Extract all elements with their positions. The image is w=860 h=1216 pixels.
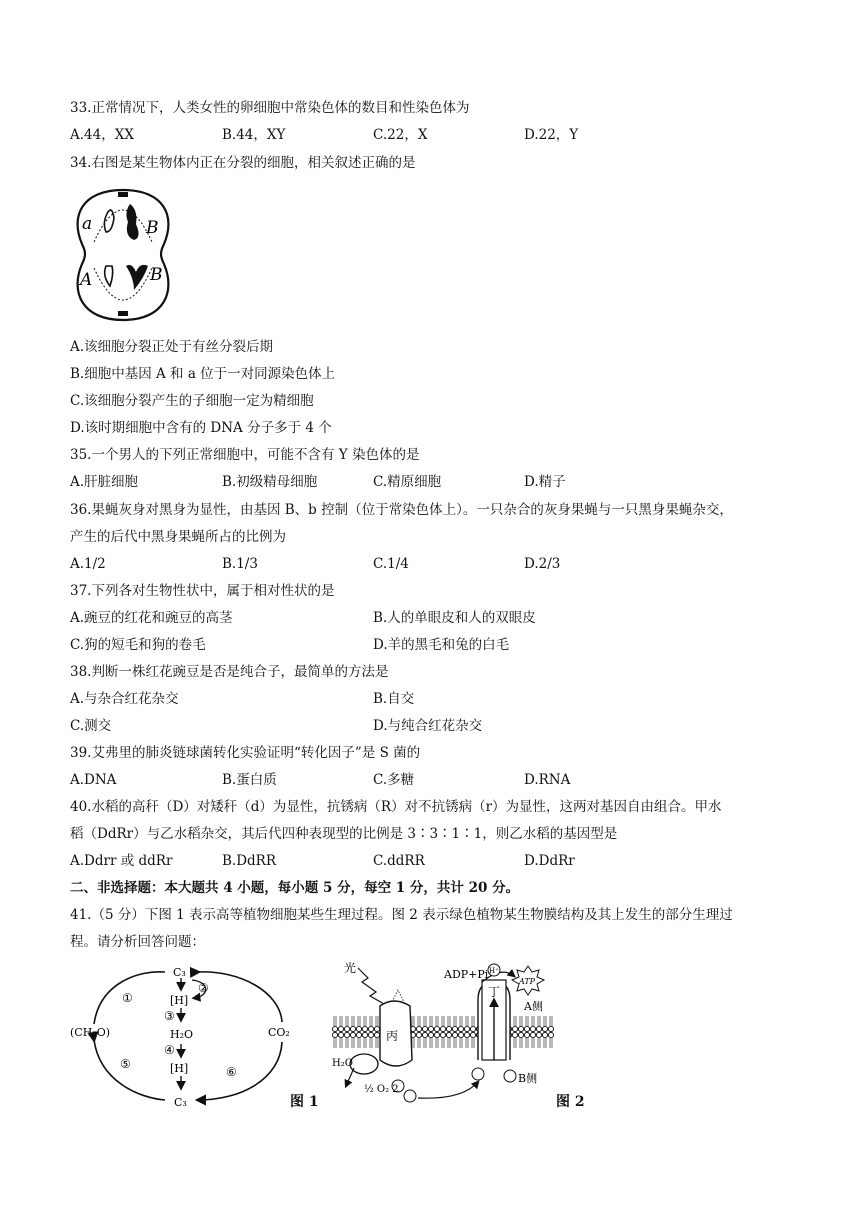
q34-option-a: A.该细胞分裂正处于有丝分裂后期 xyxy=(70,339,274,355)
figure-2-caption: 图 2 xyxy=(556,1094,585,1110)
fig1-co2: CO₂ xyxy=(268,1026,290,1039)
q38-stem: 38.判断一株红花豌豆是否是纯合子，最简单的方法是 xyxy=(70,664,389,680)
fig1-h-top: [H] xyxy=(170,994,189,1007)
fig2-side-b: B侧 xyxy=(518,1072,538,1085)
fig2-ding: 丁 xyxy=(488,985,501,999)
q33-option-b: B.44，XY xyxy=(222,127,286,143)
q34-option-b: B.细胞中基因 A 和 a 位于一对同源染色体上 xyxy=(70,366,336,382)
q33-stem: 33.正常情况下，人类女性的卵细胞中常染色体的数目和性染色体为 xyxy=(70,100,470,116)
fig2-bing: 丙 xyxy=(386,1029,399,1043)
fig1-n3: ③ xyxy=(164,1009,175,1023)
fig2-o2: ½ O₂ 2 xyxy=(364,1084,399,1095)
q35-option-c: C.精原细胞 xyxy=(373,474,442,490)
q33-option-d: D.22，Y xyxy=(524,127,579,143)
fig2-adp: ADP+Pi xyxy=(444,968,489,981)
q37-option-a: A.豌豆的红花和豌豆的高茎 xyxy=(70,610,233,626)
q36-option-c: C.1/4 xyxy=(373,556,409,572)
q37-stem: 37.下列各对生物性状中，属于相对性状的是 xyxy=(70,583,335,599)
fig1-n1: ① xyxy=(122,991,133,1005)
figure-1-diagram xyxy=(70,962,325,1112)
q40-stem-line2: 稻（DdRr）与乙水稻杂交，其后代四种表现型的比例是 3∶3∶1∶1，则乙水稻的基因型是 xyxy=(70,826,618,842)
q39-option-c: C.多糖 xyxy=(373,772,415,788)
q34-cell-figure xyxy=(64,182,182,326)
fig2-atp: ATP xyxy=(519,977,536,986)
figure-1-caption: 图 1 xyxy=(290,1094,319,1110)
q40-option-b: B.DdRR xyxy=(222,853,277,869)
q40-option-c: C.ddRR xyxy=(373,853,425,869)
q38-option-a: A.与杂合红花杂交 xyxy=(70,691,179,707)
q41-stem-line1: 41.（5 分）下图 1 表示高等植物细胞某些生理过程。图 2 表示绿色植物某生物膜结构及其上发生的部分生理过 xyxy=(70,907,733,923)
fig1-h2o: H₂O xyxy=(170,1028,194,1041)
q39-stem: 39.艾弗里的肺炎链球菌转化实验证明“转化因子”是 S 菌的 xyxy=(70,745,421,761)
fig1-c3-top: C₃ xyxy=(173,966,186,979)
q39-option-a: A.DNA xyxy=(70,772,117,788)
fig1-n2: ② xyxy=(198,981,209,995)
fig2-h-plus: H⁺ xyxy=(489,967,499,975)
q38-option-d: D.与纯合红花杂交 xyxy=(373,718,483,734)
q36-stem-line2: 产生的后代中黑身果蝇所占的比例为 xyxy=(70,529,286,545)
q35-option-b: B.初级精母细胞 xyxy=(222,474,318,490)
fig2-light: 光 xyxy=(344,961,357,975)
q40-option-d: D.DdRr xyxy=(524,853,575,869)
fig1-ch2o: (CH₂O) xyxy=(70,1026,111,1039)
q34-option-c: C.该细胞分裂产生的子细胞一定为精细胞 xyxy=(70,393,314,409)
q36-option-a: A.1/2 xyxy=(70,556,106,572)
q36-option-b: B.1/3 xyxy=(222,556,258,572)
q35-option-d: D.精子 xyxy=(524,474,566,490)
q34-option-d: D.该时期细胞中含有的 DNA 分子多于 4 个 xyxy=(70,420,332,436)
q41-stem-line2: 程。请分析回答问题： xyxy=(70,934,205,950)
q37-option-c: C.狗的短毛和狗的卷毛 xyxy=(70,637,206,653)
q35-stem: 35.一个男人的下列正常细胞中，可能不含有 Y 染色体的是 xyxy=(70,447,420,463)
q33-option-c: C.22，X xyxy=(373,127,428,143)
figure-2-diagram xyxy=(332,960,554,1110)
q38-option-c: C.测交 xyxy=(70,718,112,734)
q34-stem: 34.右图是某生物体内正在分裂的细胞，相关叙述正确的是 xyxy=(70,155,416,171)
section2-heading: 二、非选择题：本大题共 4 小题，每小题 5 分，每空 1 分，共计 20 分。 xyxy=(70,880,520,896)
fig1-n6: ⑥ xyxy=(226,1065,237,1079)
q33-option-a: A.44，XX xyxy=(70,127,134,143)
q34-label-a: a xyxy=(82,214,93,234)
q34-label-b-bottom: B xyxy=(150,265,163,285)
fig1-h-bottom: [H] xyxy=(170,1062,189,1075)
q37-option-b: B.人的单眼皮和人的双眼皮 xyxy=(373,610,536,626)
q36-stem-line1: 36.果蝇灰身对黑身为显性，由基因 B、b 控制（位于常染色体上）。一只杂合的灰身果蝇与一只黑身果蝇杂交， xyxy=(70,502,733,518)
fig2-h2o: H₂O xyxy=(332,1058,353,1069)
q34-label-b-top: B xyxy=(146,218,159,238)
q39-option-d: D.RNA xyxy=(524,772,571,788)
q34-label-A: A xyxy=(80,270,93,290)
q37-option-d: D.羊的黑毛和兔的白毛 xyxy=(373,637,510,653)
q39-option-b: B.蛋白质 xyxy=(222,772,277,788)
q38-option-b: B.自交 xyxy=(373,691,415,707)
q36-option-d: D.2/3 xyxy=(524,556,561,572)
fig1-n4: ④ xyxy=(164,1043,175,1057)
fig1-c3-bottom: C₃ xyxy=(174,1096,187,1109)
q40-stem-line1: 40.水稻的高秆（D）对矮秆（d）为显性，抗锈病（R）对不抗锈病（r）为显性，这两对基因自由组合。甲水 xyxy=(70,799,722,815)
q35-option-a: A.肝脏细胞 xyxy=(70,474,139,490)
fig1-n5: ⑤ xyxy=(120,1057,131,1071)
fig2-side-a: A侧 xyxy=(524,1000,543,1013)
q40-option-a: A.Ddrr 或 ddRr xyxy=(70,853,173,869)
